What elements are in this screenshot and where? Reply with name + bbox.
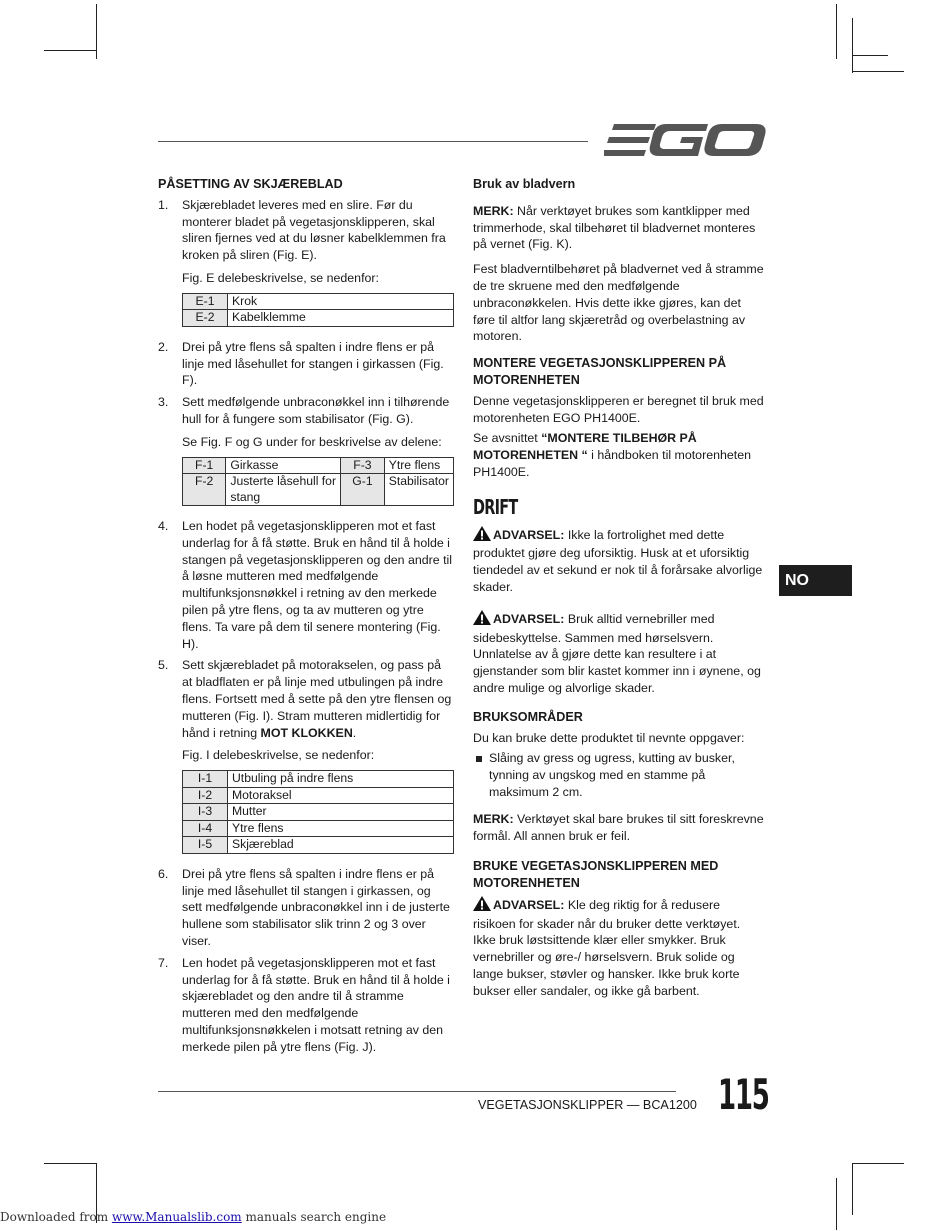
- warning-label: ADVARSEL:: [493, 527, 565, 542]
- bullet-item: [473, 750, 765, 800]
- part-code: F-2: [183, 474, 226, 506]
- list-item: [158, 394, 454, 506]
- crop-mark: [836, 4, 837, 59]
- paragraph: Fest bladverntilbehøret på bladvernet ved å stramme de tre skruene med den medfølgende unbraconøkkelen. Hvis dette ikke gjøres, kan det føre til altfor lang skjæretråd og overbelastning av motoren.: [473, 262, 764, 344]
- item-number: 5.: [158, 658, 169, 673]
- part-code: F-3: [341, 457, 385, 474]
- crop-mark: [852, 1163, 904, 1164]
- ego-logo: [604, 120, 768, 165]
- bullet-text: Slåing av gress og ugress, kutting av busker, tynning av ungskog med en stamme på maksimum 2 cm.: [489, 751, 735, 799]
- item-text-main: Sett skjærebladet på motorakselen, og pass på at bladflaten er på linje med utbulingen på indre flens. Fortsett med å sette på den ytre flensen og mutteren (Fig. I). Stram mutteren midlertidig for hånd i retning: [182, 658, 452, 740]
- crop-mark: [44, 1163, 96, 1164]
- warning-text: Kle deg riktig for å redusere risikoen for skader når du bruker dette verktøyet. Ikke bruk løstsittende klær eller smykker. Bruk vernebriller og øre-/ hørselsvern. Bruk solide og lange bukser, støvler og hansker. Ikke bruk korte bukser eller sandaler, og ikke gå barbent.: [473, 897, 741, 998]
- parts-table-fg: [182, 457, 454, 507]
- download-suffix: manuals search engine: [241, 1210, 387, 1224]
- text-part: i håndboken til motorenheten PH1400E.: [473, 448, 751, 479]
- table-row: [183, 293, 454, 310]
- table-row: [183, 787, 454, 804]
- instruction-list: [158, 197, 454, 1056]
- part-code: I-1: [183, 771, 228, 788]
- table-row: [183, 804, 454, 821]
- language-tab: NO: [779, 565, 852, 596]
- part-name: Mutter: [228, 804, 454, 821]
- section-heading: BRUKSOMRÅDER: [473, 709, 583, 724]
- footer-title: VEGETASJONSKLIPPER — BCA1200: [478, 1098, 697, 1112]
- download-prefix: Downloaded from: [0, 1210, 112, 1224]
- subsection-heading: Bruk av bladvern: [473, 177, 576, 191]
- table-row: [183, 771, 454, 788]
- warning-text: Bruk alltid vernebriller med sidebeskyttelse. Sammen med hørselsvern. Unnlatelse av å gjøre dette kan resultere i at gjenstander som blir kastet kommer inn i øynene, og andre mulige og alvorlige skader.: [473, 611, 761, 695]
- manualslib-link[interactable]: www.Manualslib.com: [111, 1210, 242, 1224]
- part-name: Stabilisator: [384, 474, 453, 506]
- table-row: [183, 474, 454, 506]
- list-item: [158, 197, 454, 327]
- note-label: MERK:: [473, 203, 514, 218]
- crop-mark: [836, 1178, 837, 1230]
- part-code: G-1: [341, 474, 385, 506]
- section-heading: PÅSETTING AV SKJÆREBLAD: [158, 177, 343, 191]
- warning-label: ADVARSEL:: [493, 897, 565, 912]
- header-rule: [158, 141, 588, 142]
- section-heading: MONTERE VEGETASJONSKLIPPEREN PÅ MOTORENHETEN: [473, 356, 727, 387]
- figure-note: Fig. E delebeskrivelse, se nedenfor:: [182, 270, 379, 285]
- list-item: [158, 518, 454, 652]
- item-text: Sett medfølgende unbraconøkkel inn i tilhørende hull for å fungere som stabilisator (Fig. G).: [182, 395, 450, 426]
- part-name: Ytre flens: [228, 820, 454, 837]
- part-name: Kabelklemme: [228, 310, 454, 327]
- note-text: Når verktøyet brukes som kantklipper med trimmerhode, skal tilbehøret til bladvernet monteres på vernet (Fig. K).: [473, 203, 756, 252]
- part-code: F-1: [183, 457, 226, 474]
- list-item: [158, 955, 454, 1056]
- part-name: Skjæreblad: [228, 837, 454, 854]
- crop-mark: [852, 18, 853, 73]
- table-row: [183, 837, 454, 854]
- warning-text: Ikke la fortrolighet med dette produktet gjøre deg uforsiktig. Husk at et uforsiktig tiendedel av et sekund er nok til å forårsake alvorlige skader.: [473, 527, 763, 594]
- warning-paragraph: [473, 526, 765, 596]
- paragraph: Denne vegetasjonsklipperen er beregnet til bruk med motorenheten EGO PH1400E.: [473, 393, 764, 425]
- page-number: 115: [718, 1070, 769, 1119]
- crop-mark: [852, 55, 888, 56]
- reference: “MONTERE TILBEHØR PÅ MOTORENHETEN “: [473, 431, 697, 463]
- section-heading: BRUKE VEGETASJONSKLIPPEREN MED MOTORENHETEN: [473, 859, 719, 891]
- item-number: 2.: [158, 339, 169, 354]
- note-label: MERK:: [473, 811, 514, 826]
- item-number: 7.: [158, 955, 169, 970]
- part-code: I-5: [183, 837, 228, 854]
- left-column: [158, 176, 454, 1060]
- part-name: Krok: [228, 293, 454, 310]
- download-notice: [0, 1210, 386, 1224]
- part-code: I-2: [183, 787, 228, 804]
- table-row: [183, 820, 454, 837]
- item-text: Skjærebladet leveres med en slire. Før du monterer bladet på vegetasjonsklipperen, skal sliren fjernes ved at du løsner kabelklemmen fra kroken på sliren (Fig. E).: [182, 197, 446, 263]
- parts-table-i: [182, 770, 454, 854]
- part-code: I-4: [183, 820, 228, 837]
- crop-mark: [96, 4, 97, 59]
- crop-mark: [852, 71, 904, 72]
- figure-note: Fig. I delebeskrivelse, se nedenfor:: [182, 748, 375, 763]
- part-name: Ytre flens: [384, 457, 453, 474]
- paragraph: Du kan bruke dette produktet til nevnte oppgaver:: [473, 730, 745, 745]
- part-name: Justerte låsehull for stang: [226, 474, 341, 506]
- item-number: 3.: [158, 395, 169, 410]
- part-code: E-2: [183, 310, 228, 327]
- list-item: [158, 657, 454, 853]
- item-text: Len hodet på vegetasjonsklipperen mot et fast underlag for å få støtte. Bruk en hånd til å holde i skjærebladet og den andre til å stramme mutteren med den medfølgende multifunksjonsnøkkelen i motsatt retning av den merkede pilen på ytre flens (Fig. J).: [182, 955, 450, 1054]
- part-code: E-1: [183, 293, 228, 310]
- item-text: [182, 657, 454, 741]
- table-row: [183, 310, 454, 327]
- item-text-tail: .: [352, 725, 357, 740]
- drift-heading: DRIFT: [473, 494, 518, 519]
- text-part: Se avsnittet: [473, 431, 542, 446]
- list-item: [158, 339, 454, 389]
- part-name: Girkasse: [226, 457, 341, 474]
- warning-icon: [473, 896, 491, 916]
- footer-rule: [158, 1091, 676, 1092]
- figure-note: Se Fig. F og G under for beskrivelse av delene:: [182, 434, 442, 449]
- warning-icon: [473, 610, 491, 630]
- item-number: 6.: [158, 866, 169, 881]
- parts-table-e: [182, 293, 454, 327]
- warning-paragraph: [473, 896, 765, 1000]
- note-text: Verktøyet skal bare brukes til sitt foreskrevne formål. All annen bruk er feil.: [473, 811, 764, 843]
- item-number: 4.: [158, 519, 169, 534]
- paragraph: [473, 430, 765, 480]
- list-item: [158, 866, 454, 950]
- warning-icon: [473, 526, 491, 546]
- crop-mark: [852, 1163, 853, 1215]
- note-paragraph: [473, 811, 765, 845]
- item-text: Len hodet på vegetasjonsklipperen mot et fast underlag for å få støtte. Bruk en hånd til å holde i stangen på vegetasjonsklipperen og den andre til å løsne mutteren med medfølgende multifunksjonsnøkkel i retning av den merkede pilen på ytre flens, og ta av mutteren og ytre flens. Ta vare på dem til senere montering (Fig. H).: [182, 519, 453, 651]
- table-row: [183, 457, 454, 474]
- item-number: 1.: [158, 197, 169, 212]
- bullet-icon: [476, 756, 482, 762]
- note-paragraph: [473, 203, 765, 253]
- part-code: I-3: [183, 804, 228, 821]
- right-column: [473, 176, 765, 1008]
- part-name: Motoraksel: [228, 787, 454, 804]
- item-text: Drei på ytre flens så spalten i indre flens er på linje med låsehullet til stangen i girkassen, og sett medfølgende unbraconøkkel inn i de justerte hullene som stabilisator slik trinn 2 og 3 over viser.: [182, 866, 450, 948]
- part-name: Utbuling på indre flens: [228, 771, 454, 788]
- emphasis: MOT KLOKKEN: [260, 725, 353, 740]
- item-text: Drei på ytre flens så spalten i indre flens er på linje med låsehullet for stangen i girkassen (Fig. F).: [182, 339, 444, 388]
- warning-label: ADVARSEL:: [493, 611, 565, 626]
- warning-paragraph: [473, 610, 765, 697]
- crop-mark: [44, 50, 96, 51]
